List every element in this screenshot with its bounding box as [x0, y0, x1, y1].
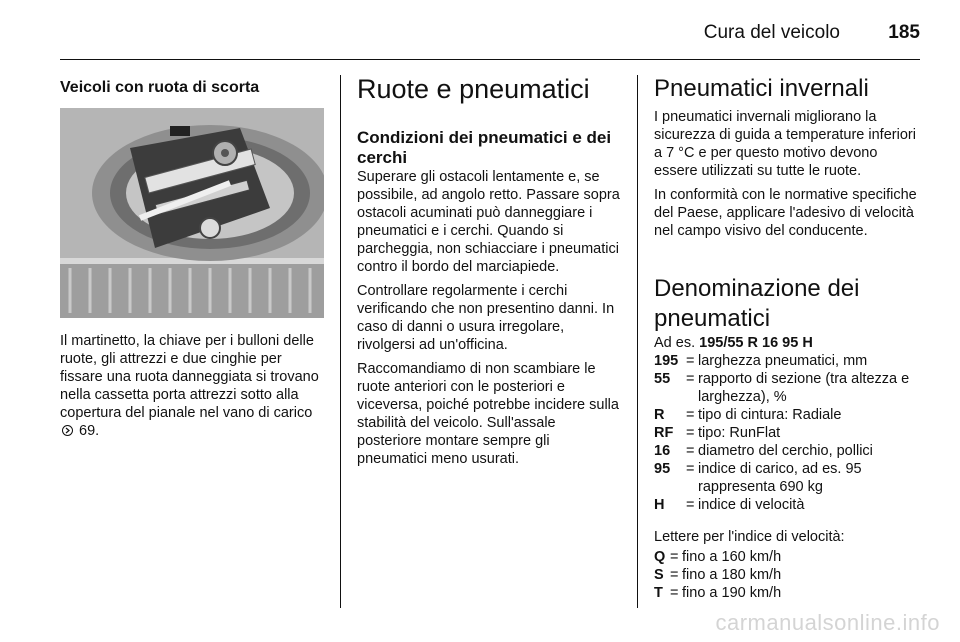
tyre-condition-paragraph-2: Controllare regolarmente i cerchi verificando che non presentino danni. In caso di danni o usura irregolare, rivolgersi ad un'officina. [357, 283, 615, 353]
definition-row: 16 = diametro del cerchio, pollici [654, 443, 873, 459]
tyre-designation-title: Denominazione dei pneumatici [654, 275, 860, 332]
speed-row: T = fino a 190 km/h [654, 585, 782, 601]
speed-index-list [654, 548, 922, 602]
definition-row: 95 = indice di carico, ad es. 95 rappresenta 690 kg [654, 461, 862, 495]
winter-tyres-paragraph-2: In conformità con le normative specifiche del Paese, applicare l'adesivo di velocità nel campo visivo del conducente. [654, 187, 917, 239]
speed-index-intro: Lettere per l'indice di velocità: [654, 529, 845, 545]
column-divider [637, 75, 638, 608]
column-winter-tyres [654, 62, 922, 608]
header-divider [60, 59, 920, 60]
speed-row: S = fino a 180 km/h [654, 567, 782, 583]
spare-wheel-description: Il martinetto, la chiave per i bulloni delle ruote, gli attrezzi e due cinghie per fissare una ruota danneggiata si trovano nella cassetta porta attrezzi sotto alla copertura del pianale nel vano di carico [60, 333, 319, 421]
definition-row: RF = tipo: RunFlat [654, 425, 781, 441]
example-value: 195/55 R 16 95 H [699, 335, 813, 351]
definition-row: R = tipo di cintura: Radiale [654, 407, 842, 423]
page-header [60, 0, 920, 60]
tyre-condition-paragraph-3: Raccomandiamo di non scambiare le ruote anteriori con le posteriori e viceversa, poiché potrebbe incidere sulla stabilità del veicolo. Sull'assale posteriore montare sempre gli pneumatici meno usurati. [357, 361, 619, 467]
section-title: Cura del veicolo [703, 22, 840, 43]
definition-row: 55 = rapporto di sezione (tra altezza e larghezza), % [654, 371, 910, 405]
page-reference-link[interactable]: 69. [79, 423, 100, 439]
example-prefix: Ad es. [654, 335, 696, 351]
tyre-condition-paragraph-1: Superare gli ostacoli lentamente e, se possibile, ad angolo retto. Passare sopra ostacoli acuminati può danneggiare i pneumatici e i cerchi. Quando si parcheggia, non schiacciare i pneumatici contro il bordo del marciapiede. [357, 169, 620, 275]
winter-tyres-title: Pneumatici invernali [654, 75, 869, 102]
page-reference-arrow-icon [62, 425, 73, 436]
tyre-designation-example [654, 334, 813, 352]
tool-kit-photo [60, 108, 324, 318]
tyre-condition-subtitle: Condizioni dei pneumatici e dei cerchi [357, 128, 612, 167]
definition-row: 195 = larghezza pneumatici, mm [654, 353, 868, 369]
page-number: 185 [888, 22, 920, 43]
wheels-tyres-title: Ruote e pneumatici [357, 74, 590, 104]
watermark: carmanualsonline.info [715, 610, 940, 635]
tyre-designation-definitions [654, 352, 922, 514]
column-divider [340, 75, 341, 608]
speed-row: Q = fino a 160 km/h [654, 549, 782, 565]
column-spare-wheel [60, 62, 324, 608]
column-wheels-tyres [357, 62, 622, 608]
definition-row: H = indice di velocità [654, 497, 805, 513]
winter-tyres-paragraph-1: I pneumatici invernali migliorano la sicurezza di guida a temperature inferiori a 7 °C e per questo motivo devono essere utilizzati su tutte le ruote. [654, 109, 916, 179]
spare-wheel-heading: Veicoli con ruota di scorta [60, 79, 260, 96]
